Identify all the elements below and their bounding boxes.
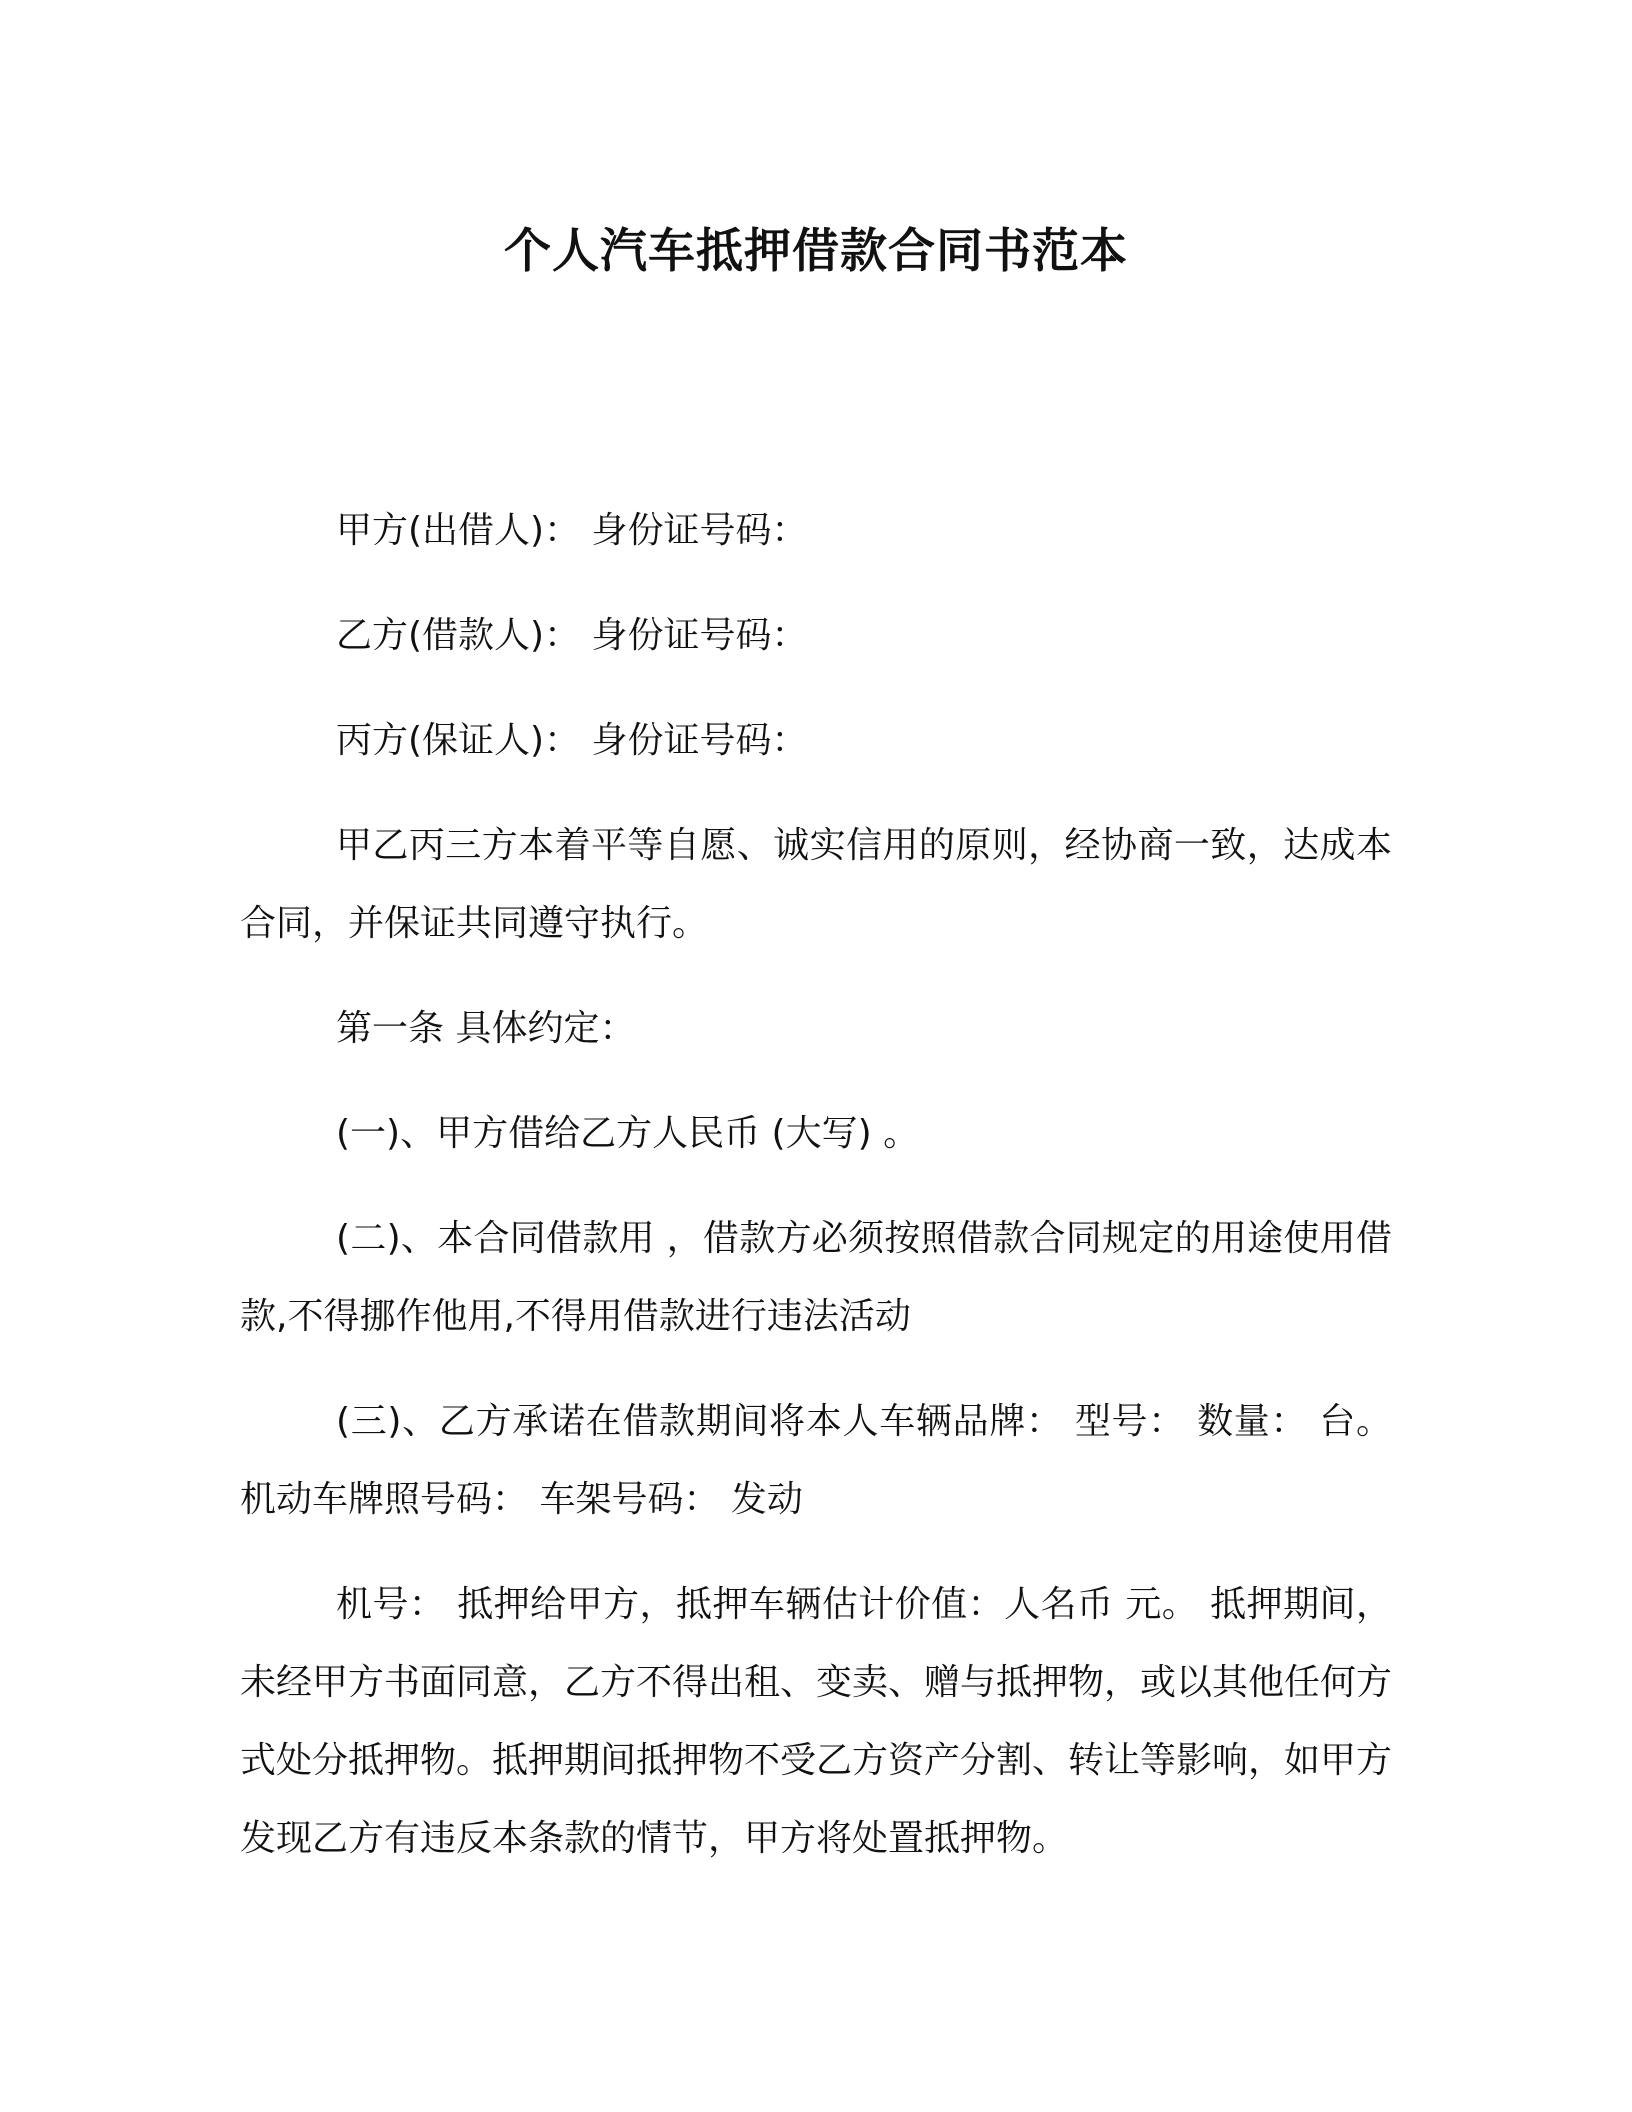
clause-three-continued: 机号： 抵押给甲方，抵押车辆估计价值：人名币 元。 抵押期间，未经甲方书面同意，乙方不得出租、变卖、赠与抵押物，或以其他任何方式处分抵押物。抵押期间抵押物不受乙方资产分割、转让等影响，如甲方发现乙方有违反本条款的情节，甲方将处置抵押物。	[240, 1584, 1393, 1859]
document-title: 个人汽车抵押借款合同书范本	[504, 224, 1128, 279]
document-body	[240, 492, 1392, 1905]
party-a-line: 甲方(出借人)： 身份证号码：	[336, 510, 808, 551]
article-one-heading: 第一条 具体约定：	[336, 1008, 636, 1049]
clause-one: (一)、甲方借给乙方人民币 (大写) 。	[336, 1113, 920, 1154]
clause-three: (三)、乙方承诺在借款期间将本人车辆品牌： 型号： 数量： 台。机动车牌照号码： 车架号码： 发动	[240, 1401, 1392, 1520]
party-b-line: 乙方(借款人)： 身份证号码：	[336, 615, 808, 656]
clause-two: (二)、本合同借款用 ，借款方必须按照借款合同规定的用途使用借款,不得挪作他用,不得用借款进行违法活动	[240, 1218, 1392, 1337]
preamble-paragraph: 甲乙丙三方本着平等自愿、诚实信用的原则，经协商一致，达成本合同，并保证共同遵守执行。	[240, 825, 1392, 944]
party-c-line: 丙方(保证人)： 身份证号码：	[336, 720, 808, 761]
